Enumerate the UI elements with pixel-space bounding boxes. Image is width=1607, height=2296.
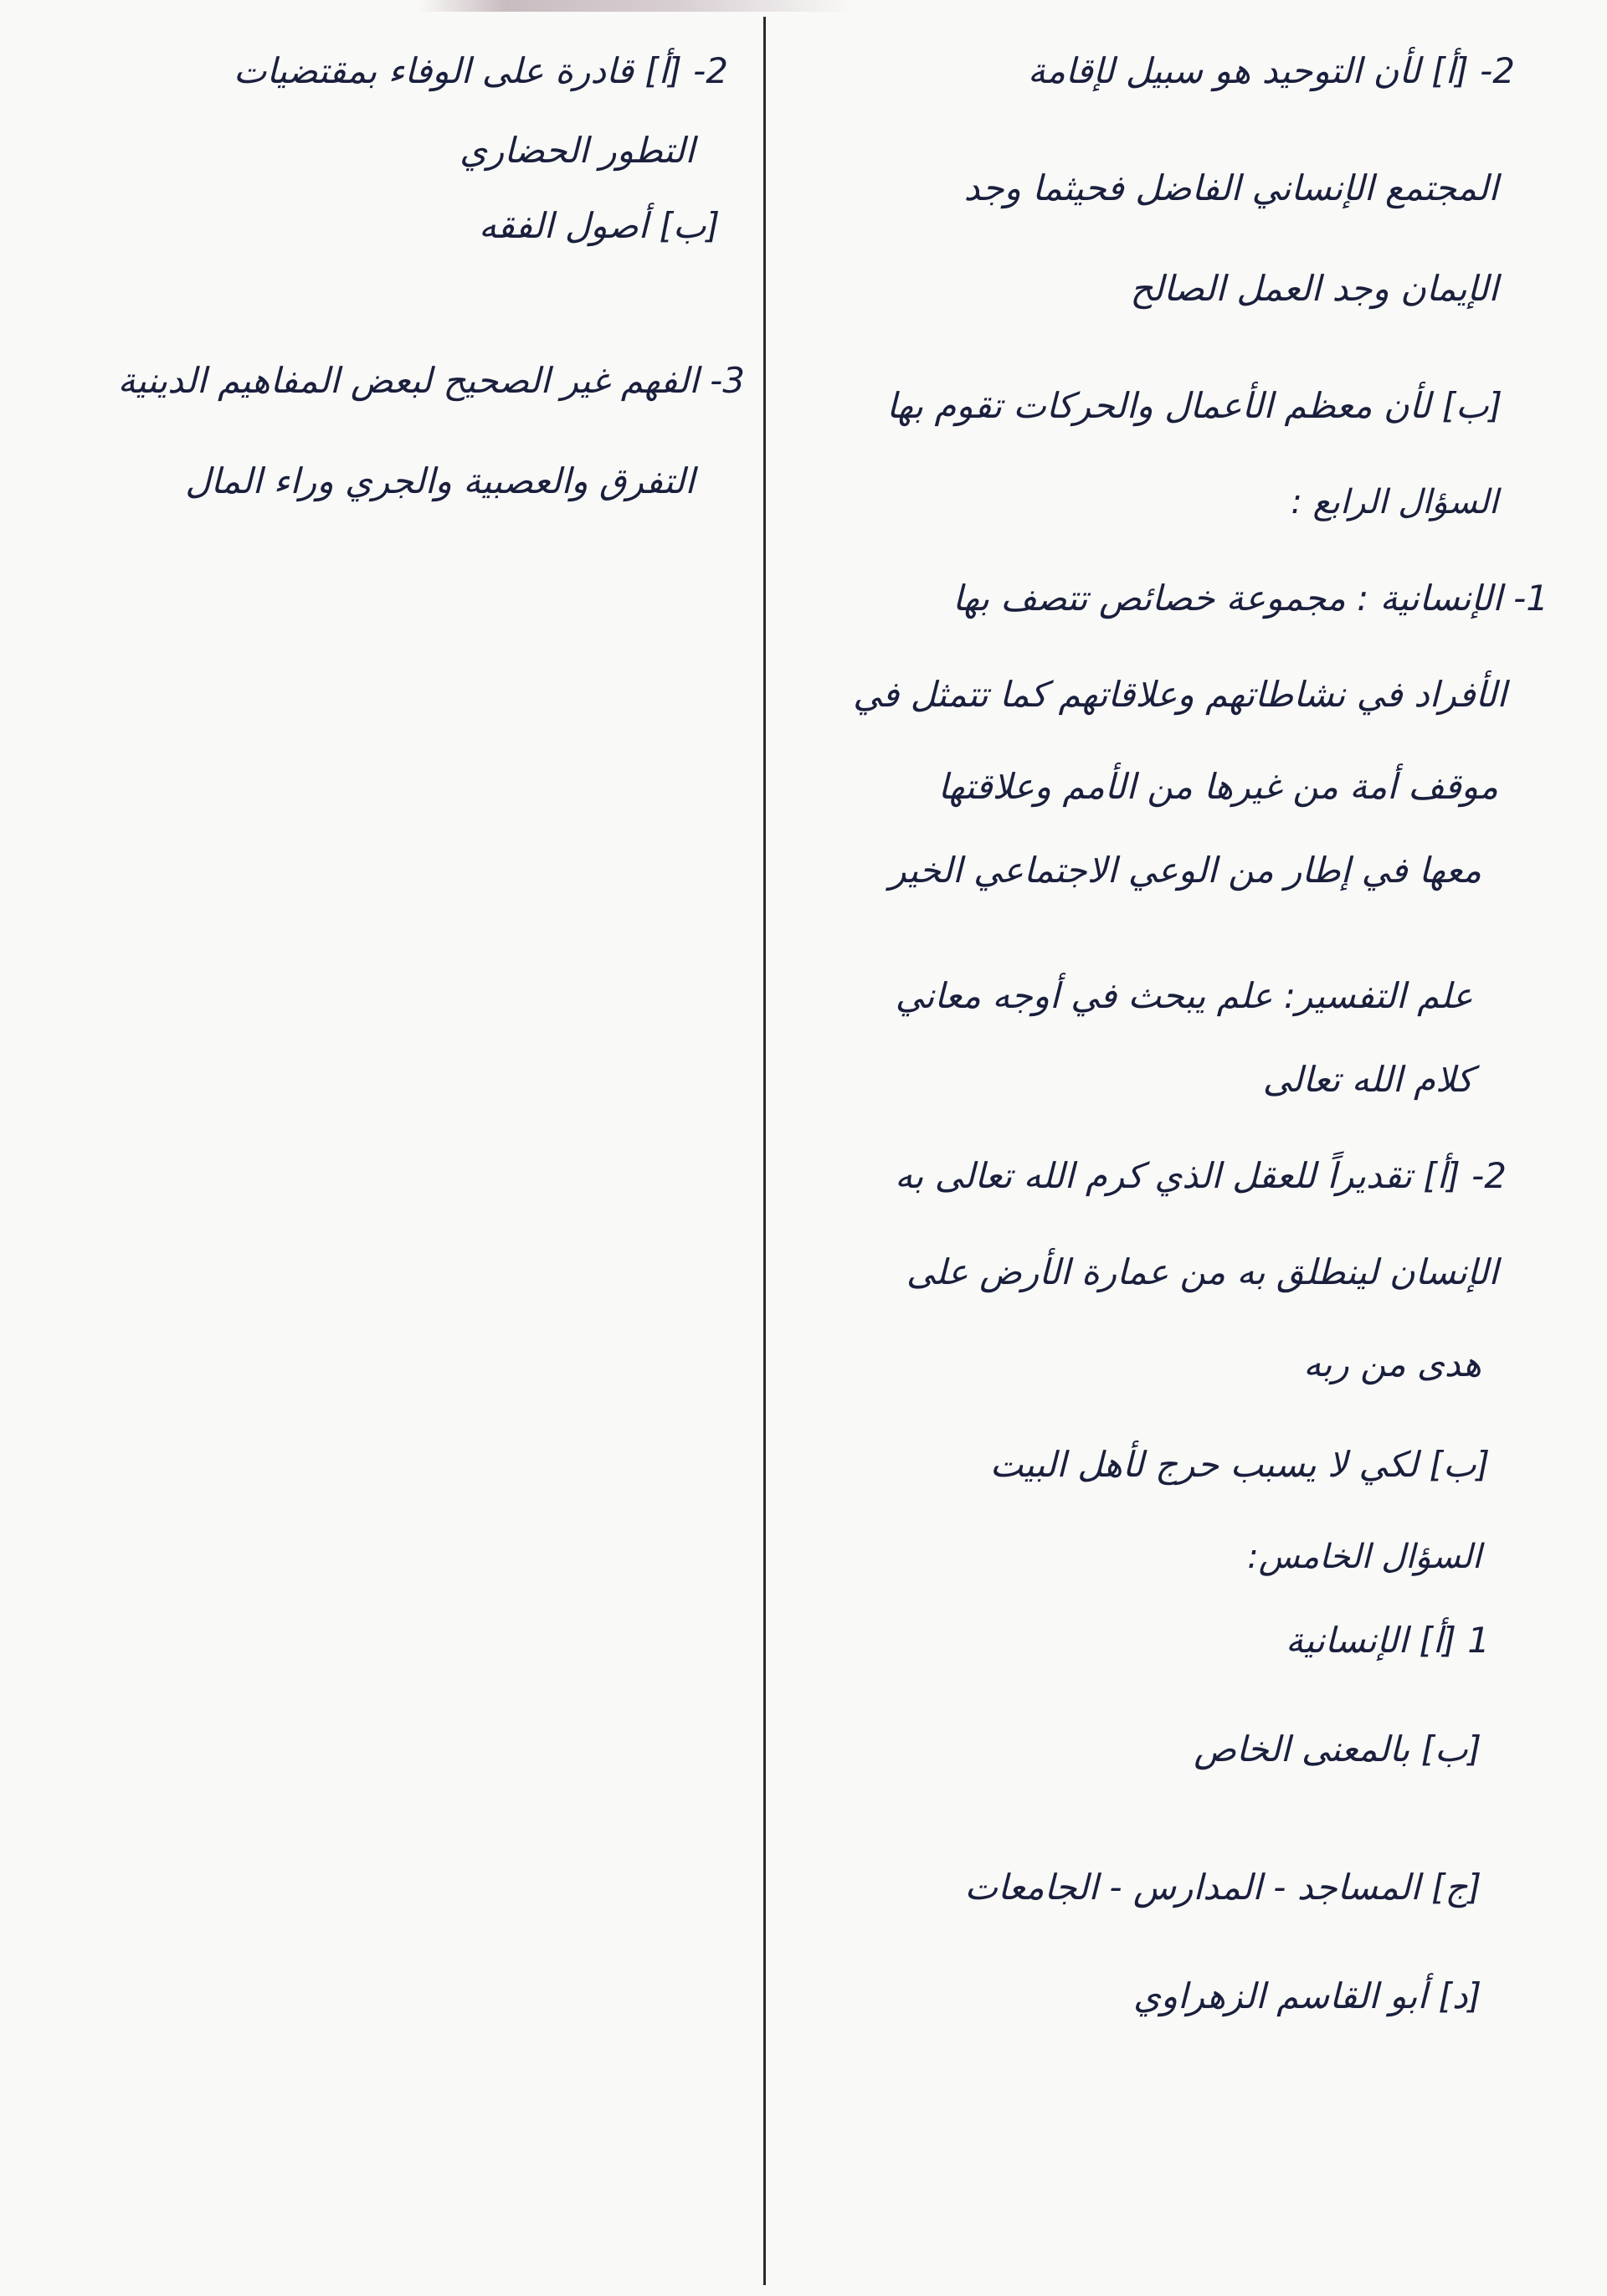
q4-2a-line-3: هدى من ربه: [1303, 1343, 1481, 1384]
q5-1b-answer: [ب] بالمعنى الخاص: [1194, 1728, 1481, 1770]
left-2a-line-1: 2- [أ] قادرة على الوفاء بمقتضيات: [233, 50, 728, 91]
scan-top-edge: [418, 0, 854, 12]
q5-1d-answer: [د] أبو القاسم الزهراوي: [1132, 1975, 1481, 2016]
q4-2a-line-2: الإنسان لينطلق به من عمارة الأرض على: [906, 1251, 1498, 1292]
answer-2a-line-3: الإيمان وجد العمل الصالح: [1130, 268, 1498, 309]
q4-1-humanity-line-1: 1- الإنسانية : مجموعة خصائص تتصف بها: [952, 578, 1548, 619]
left-2b-answer: [ب] أصول الفقه: [478, 205, 720, 246]
q4-2a-line-1: 2- [أ] تقديراً للعقل الذي كرم الله تعالى به: [895, 1155, 1507, 1196]
answer-2a-line-2: المجتمع الإنساني الفاضل فحيثما وجد: [963, 167, 1498, 208]
left-3-line-2: التفرق والعصبية والجري وراء المال: [185, 460, 695, 501]
q4-1-humanity-line-3: موقف أمة من غيرها من الأمم وعلاقتها: [937, 766, 1498, 807]
answer-2a-line-1: 2- [أ] لأن التوحيد هو سبيل لإقامة: [1027, 50, 1515, 91]
q4-1-tafsir-line-2: كلام الله تعالى: [1262, 1059, 1473, 1100]
left-3-line-1: 3- الفهم غير الصحيح لبعض المفاهيم الدينية: [117, 360, 745, 401]
q5-1a-answer: 1 [أ] الإنسانية: [1286, 1620, 1490, 1661]
left-2a-line-2: التطور الحضاري: [460, 130, 695, 171]
question-5-heading: السؤال الخامس:: [1247, 1538, 1481, 1576]
q5-1c-answer: [ج] المساجد - المدارس - الجامعات: [964, 1867, 1481, 1908]
q4-1-tafsir-line-1: علم التفسير: علم يبحث في أوجه معاني: [895, 975, 1473, 1016]
q4-2b-line-1: [ب] لكي لا يسبب حرج لأهل البيت: [989, 1444, 1490, 1485]
column-divider: [763, 17, 766, 2285]
answer-2b-line-1: [ب] لأن معظم الأعمال والحركات تقوم بها: [886, 385, 1502, 426]
q4-1-humanity-line-4: معها في إطار من الوعي الاجتماعي الخير: [889, 850, 1481, 891]
q4-1-humanity-line-2: الأفراد في نشاطاتهم وعلاقاتهم كما تتمثل في: [853, 674, 1507, 715]
question-4-heading: السؤال الرابع :: [1291, 483, 1498, 521]
